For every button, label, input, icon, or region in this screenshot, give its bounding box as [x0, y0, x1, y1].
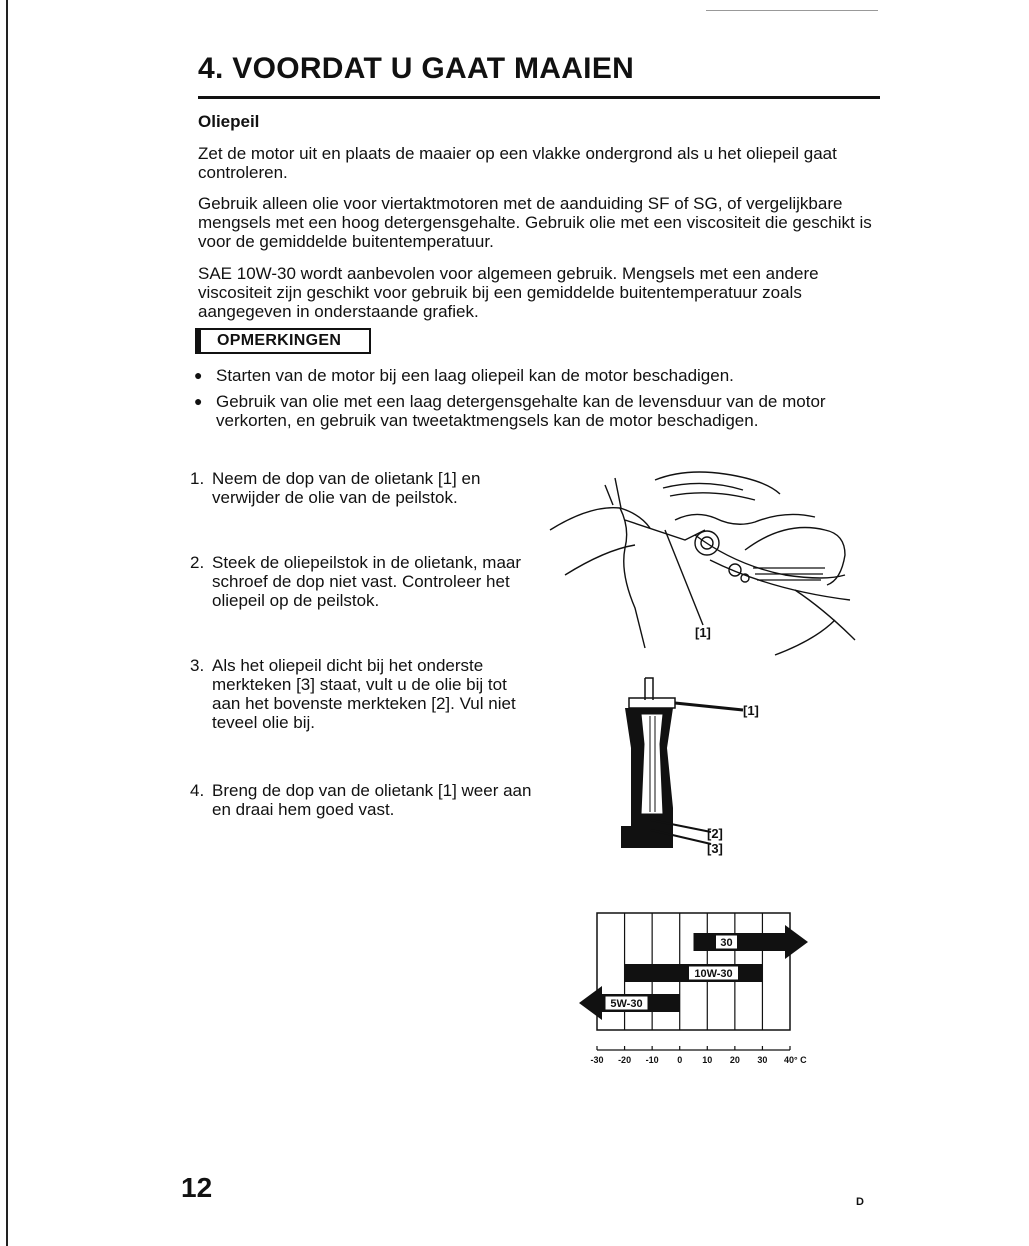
dipstick-illustration	[615, 670, 765, 860]
notes-label-box	[195, 328, 371, 354]
chart-x-tick-label: 30	[757, 1055, 768, 1065]
bullet-icon: ●	[194, 393, 203, 409]
step-text: Neem de dop van de olietank [1] en verwijder de olie van de peilstok.	[212, 469, 481, 507]
dipstick-cap-callout: [1]	[743, 703, 759, 718]
step-text: Breng de dop van de olietank [1] weer aan en draai hem goed vast.	[212, 781, 532, 819]
chart-x-tick-label: -30	[590, 1055, 604, 1065]
viscosity-bar	[694, 925, 809, 959]
section-heading: Oliepeil	[198, 112, 260, 131]
paragraph-1: Zet de motor uit en plaats de maaier op een vlakke ondergrond als u het oliepeil gaat controleren.	[198, 144, 837, 182]
page-edge	[6, 0, 8, 1246]
note-item-text: Gebruik van olie met een laag detergensgehalte kan de levensduur van de motor verkorten, en gebruik van tweetaktmengsels kan de motor beschadigen.	[216, 392, 826, 430]
chart-x-tick-label: 20	[729, 1055, 740, 1065]
viscosity-label: 30	[720, 937, 733, 949]
page-letter: D	[856, 1196, 864, 1208]
step-number: 2.	[190, 553, 205, 572]
step-number: 1.	[190, 469, 205, 488]
page-title: 4. VOORDAT U GAAT MAAIEN	[198, 52, 635, 85]
step-text: Als het oliepeil dicht bij het onderste merkteken [3] staat, vult u de olie bij tot aan het bovenste merkteken [2]. Vul niet teveel olie bij.	[212, 656, 516, 732]
oil-viscosity-chart	[560, 905, 840, 1075]
notes-label: OPMERKINGEN	[217, 332, 342, 349]
engine-oil-cap-illustration	[545, 460, 865, 670]
title-rule	[198, 96, 880, 99]
page-number: 12	[181, 1172, 213, 1203]
paragraph-3: SAE 10W-30 wordt aanbevolen voor algemeen gebruik. Mengsels met een andere viscositeit zijn geschikt voor gebruik bij een gemiddelde buitentemperatuur zoals aangegeven in onderstaande grafiek.	[198, 264, 819, 321]
chart-x-tick-label: -20	[618, 1055, 632, 1065]
dipstick-upper-mark-callout: [2]	[707, 826, 723, 841]
viscosity-label: 10W-30	[694, 968, 733, 980]
paragraph-2: Gebruik alleen olie voor viertaktmotoren met de aanduiding SF of SG, of vergelijkbare mengsels met een hoog detergensgehalte. Gebruik olie met een viscositeit die geschikt is voor de gemiddelde buitentemperatuur.	[198, 194, 872, 251]
step-number: 4.	[190, 781, 205, 800]
step-number: 3.	[190, 656, 205, 675]
chart-x-tick-label: -10	[645, 1055, 659, 1065]
bullet-icon: ●	[194, 367, 203, 383]
chart-x-tick-label: 0	[677, 1055, 683, 1065]
dipstick-lower-mark-callout: [3]	[707, 841, 723, 856]
viscosity-label: 5W-30	[610, 998, 643, 1010]
note-item-text: Starten van de motor bij een laag oliepeil kan de motor beschadigen.	[216, 366, 734, 385]
chart-x-tick-label: 10	[702, 1055, 713, 1065]
step-text: Steek de oliepeilstok in de olietank, maar schroef de dop niet vast. Controleer het oliepeil op de peilstok.	[212, 553, 522, 610]
top-rule	[706, 10, 878, 11]
engine-callout-label: [1]	[695, 625, 711, 640]
chart-x-tick-label: 40° C	[784, 1055, 807, 1065]
